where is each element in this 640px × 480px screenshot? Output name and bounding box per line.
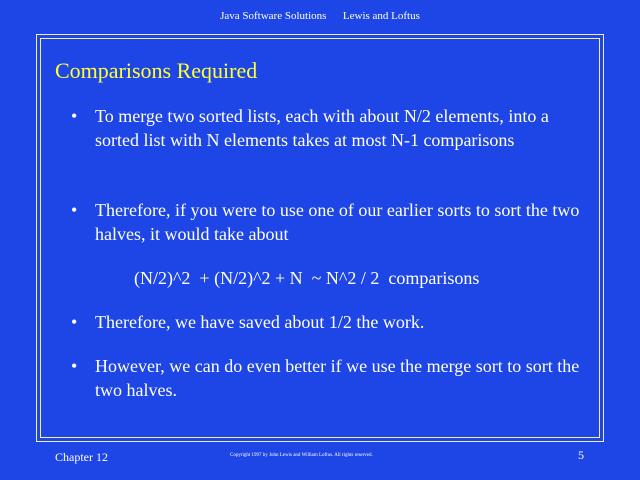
footer-copyright: Copyright 1997 by John Lewis and William Loftus. All rights reserved. — [230, 453, 373, 458]
bullet-text-earlier-sorts: Therefore, if you were to use one of our earlier sorts to sort the two halves, it would take about — [95, 200, 580, 244]
bullet-symbol: • — [71, 312, 78, 332]
bullet-text-merge-lists: To merge two sorted lists, each with about N/2 elements, into a sorted list with N elements takes at most N-1 comparisons — [95, 106, 549, 150]
slide-header: Java Software Solutions Lewis and Loftus — [220, 10, 420, 22]
comparison-formula: (N/2)^2 + (N/2)^2 + N ~ N^2 / 2 comparisons — [134, 268, 480, 288]
bullet-text-saved-work: Therefore, we have saved about 1/2 the work. — [95, 312, 425, 332]
bullet-symbol: • — [71, 356, 78, 376]
bullet-symbol: • — [71, 106, 78, 126]
bullet-text-merge-sort: However, we can do even better if we use the merge sort to sort the two halves. — [95, 356, 580, 400]
page-number: 5 — [578, 448, 584, 462]
slide-title: Comparisons Required — [55, 58, 258, 83]
bullet-symbol: • — [71, 200, 78, 220]
footer-chapter: Chapter 12 — [55, 450, 108, 464]
